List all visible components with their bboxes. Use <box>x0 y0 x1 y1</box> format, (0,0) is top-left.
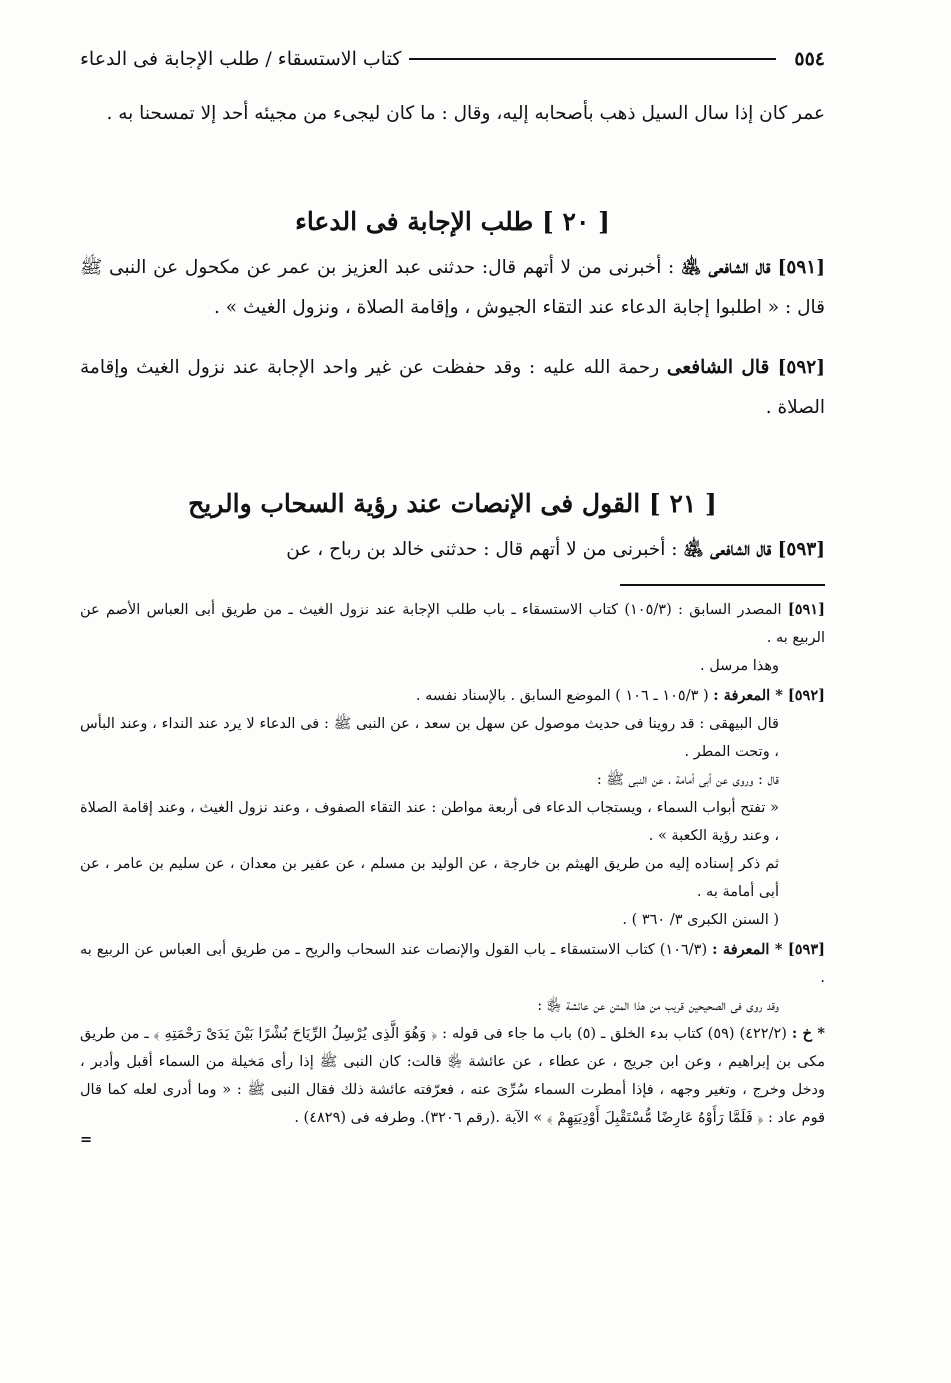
footnote-592-lead: [٥٩٢] * المعرفة : <box>713 687 825 704</box>
entry-591-lead: [٥٩١] قال الشافعى ﵁ <box>680 257 825 278</box>
footnote-592-text: ( ١٠٥/٣ ـ ١٠٦ ) الموضع السابق . بالإسناد نفسه . <box>415 688 709 704</box>
footnotes <box>80 596 825 1148</box>
header-rule <box>409 58 776 60</box>
footnote-593-lead: [٥٩٣] * المعرفة : <box>712 941 825 958</box>
footnote-593-para-2-lead: * خ : <box>791 1025 825 1042</box>
entry-591 <box>80 248 825 328</box>
footnote-593-para-1: وقد روى فى الصحيحين قريب من هذا المتن عن عائشة ﵂ : <box>537 998 779 1014</box>
entry-591-text: : أخبرنى من لا أتهم قال: حدثنى عبد العزيز بن عمر عن مكحول عن النبى ﷺ قال : « اطلبوا إجابة الدعاء عند التقاء الجيوش ، وإقامة الصلاة ، ونزول الغيث » . <box>80 257 825 318</box>
footnote-591-note: وهذا مرسل . <box>699 658 779 674</box>
footnote-592-para-2: قال : وروى عن أبى أمامة ، عن النبى ﷺ : <box>596 772 779 788</box>
footnote-591-lead: [٥٩١] <box>787 601 825 618</box>
continuation-mark: = <box>80 1131 93 1148</box>
entry-593-lead: [٥٩٣] قال الشافعى ﵁ <box>683 539 825 560</box>
footnote-592-para-5: ( السنن الكبرى ٣/ ٣٦٠ ) . <box>622 912 779 928</box>
footnote-separator <box>620 584 825 586</box>
footnote-591-text: المصدر السابق : (١٠٥/٣) كتاب الاستسقاء ـ باب طلب الإجابة عند نزول الغيث ـ من طريق أبى العباس الأصم عن الربيع به . <box>80 602 825 646</box>
entry-592-lead: [٥٩٢] قال الشافعى <box>666 357 825 378</box>
running-title: كتاب الاستسقاء / طلب الإجابة فى الدعاء <box>80 48 402 70</box>
footnote-591 <box>80 596 825 652</box>
footnote-593-para-2-text: (٤٢٢/٢) (٥٩) كتاب بدء الخلق ـ (٥) باب ما جاء فى قوله : ﴿ وَهُوَ الَّذِى يُرْسِلُ الرِّيَاحَ بُشْرًا بَيْنَ يَدَىْ رَحْمَتِهِ ﴾ ـ من طريق مكى بن إبراهيم ، وعن ابن جريج ، عن عطاء ، عن عائشة ﵂ قالت: كان النبى ﷺ إذا رأى مَخيلة من السماء أقبل وأدبر ، ودخل وخرج ، وتغير وجهه ، فإذا أمطرت السماء سُرِّىَ عنه ، فعرّفته عائشة ذلك فقال النبى ﷺ : « وما أدرى لعله كما قال قوم عاد : ﴿ فَلَمَّا رَأَوْهُ عَارِضًا مُّسْتَقْبِلَ أَوْدِيَتِهِمْ ﴾ » الآية .(رقم ٣٢٠٦). وطرفه فى (٤٨٢٩) . <box>80 1026 825 1126</box>
page-header <box>80 38 825 80</box>
entry-593 <box>80 530 825 570</box>
footnote-592-para-1: قال البيهقى : قد روينا فى حديث موصول عن سهل بن سعد ، عن النبى ﷺ : فى الدعاء لا يرد عند النداء ، وعند البأس ، وتحت المطر . <box>80 716 779 760</box>
entry-593-text: : أخبرنى من لا أتهم قال : حدثنى خالد بن رباح ، عن <box>286 539 678 560</box>
footnote-593-text: (١٠٦/٣) كتاب الاستسقاء ـ باب القول والإنصات عند السحاب والريح ـ من طريق أبى العباس عن الربيع به . <box>80 942 825 986</box>
entry-592-text: رحمة الله عليه : وقد حفظت عن غير واحد الإجابة عند نزول الغيث وإقامة الصلاة . <box>80 357 825 418</box>
page-number: ٥٥٤ <box>794 48 825 70</box>
carryover-text: عمر كان إذا سال السيل ذهب بأصحابه إليه، وقال : ما كان ليجىء من مجيئه أحد إلا تمسحنا به . <box>106 103 825 124</box>
footnote-593 <box>80 936 825 992</box>
footnote-593-para-2 <box>80 1020 825 1132</box>
footnote-592 <box>80 682 825 710</box>
footnote-592-para-3: « تفتح أبواب السماء ، ويستجاب الدعاء فى أربعة مواطن : عند التقاء الصفوف ، وعند نزول الغيث ، وعند إقامة الصلاة ، وعند رؤية الكعبة » . <box>80 800 779 844</box>
footnote-592-para-4: ثم ذكر إسناده إليه من طريق الهيثم بن خارجة ، عن الوليد بن مسلم ، عن عفير بن معدان ، عن سليم بن عامر ، عن أبى أمامة به . <box>80 856 779 900</box>
page <box>80 38 825 1148</box>
entry-592 <box>80 348 825 428</box>
chapter-21-title: [ ٢١ ] القول فى الإنصات عند رؤية السحاب والريح <box>188 489 717 518</box>
chapter-20-title: [ ٢٠ ] طلب الإجابة فى الدعاء <box>295 207 610 236</box>
